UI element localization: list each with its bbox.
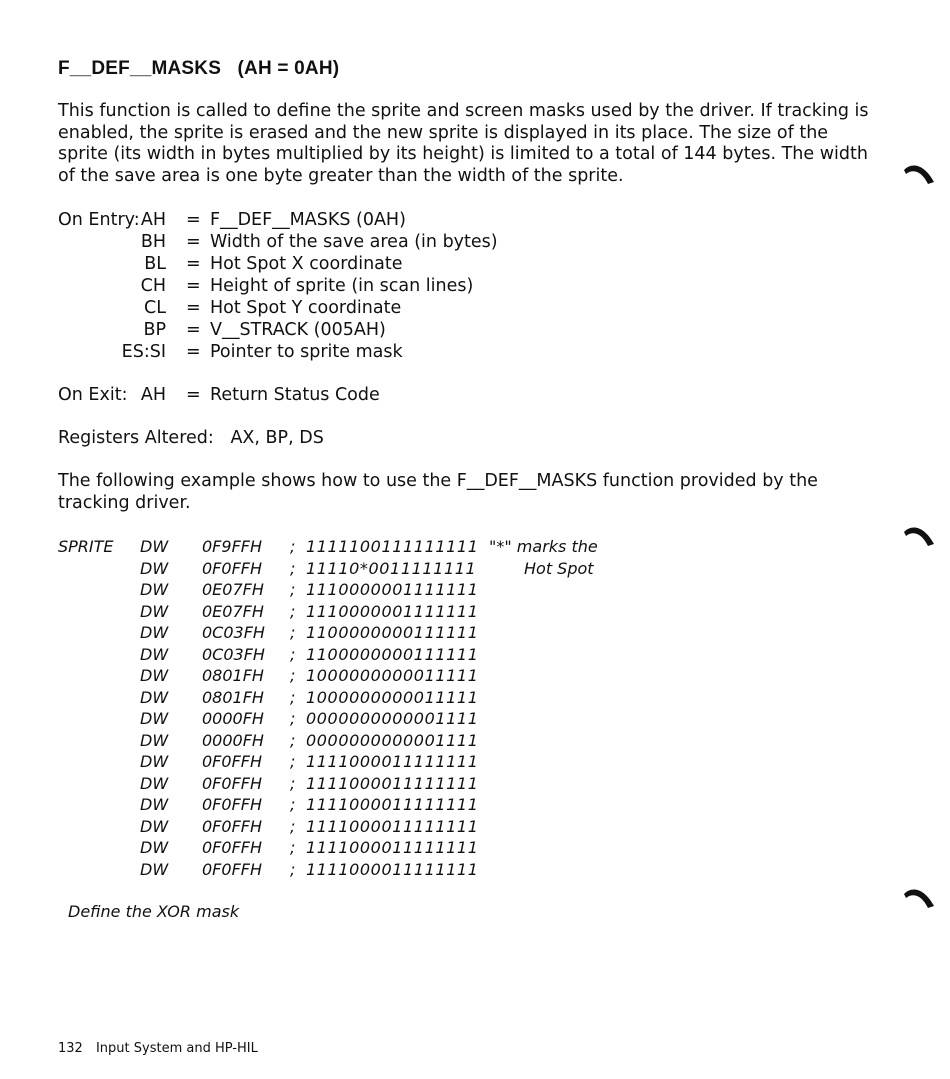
comment-semicolon: ;: [290, 838, 296, 857]
equals-sign: =: [186, 210, 201, 230]
hex-value: 0F0FFH: [202, 752, 262, 771]
hot-spot-note-line2: Hot Spot: [524, 559, 594, 578]
equals-sign: =: [186, 276, 201, 296]
comment-semicolon: ;: [290, 730, 296, 750]
intro-paragraph: This function is called to define the sprite and screen masks used by the driver. If tracking is enabled, the sprite is erased and the new sprite is displayed in its place. The size of the sprite (its width in bytes multiplied by its height) is limited to a total of 144 bytes. The width of the save area is one byte greater than the width of the sprite.: [58, 101, 869, 187]
page-number: 132: [58, 1041, 83, 1056]
equals-sign: =: [186, 298, 201, 318]
comment-semicolon: ;: [290, 687, 296, 707]
comment-semicolon: ;: [290, 644, 296, 664]
hex-value: 0F9FFH: [202, 537, 262, 556]
code-line: [58, 795, 478, 817]
comment-semicolon: ;: [290, 859, 296, 879]
register-description: Height of sprite (in scan lines): [210, 276, 474, 296]
binary-mask-bits: 1111000011111111: [306, 838, 479, 857]
equals-sign: =: [186, 232, 201, 252]
binary-mask-bits: 1110000001111111: [306, 601, 479, 621]
comment-semicolon: ;: [290, 816, 296, 836]
binary-mask-bits: 11110*0011111111: [306, 558, 477, 578]
binary-mask-bits: 1111000011111111: [306, 859, 479, 879]
hot-spot-note: "*" marks the: [489, 537, 598, 556]
code-directive: DW: [140, 601, 169, 621]
code-line: [58, 731, 478, 753]
hex-value: 0000FH: [202, 709, 264, 728]
binary-mask-bits: 1111000011111111: [306, 773, 479, 793]
hex-value: 0F0FFH: [202, 773, 262, 793]
code-line: [58, 666, 478, 688]
register-description: Return Status Code: [210, 385, 380, 405]
binary-mask-bits: 0000000000001111: [306, 730, 479, 750]
code-line: [58, 537, 478, 559]
register-name: BH: [140, 232, 166, 252]
register-name: BL: [144, 254, 166, 274]
code-line: [58, 752, 478, 774]
code-line: [58, 860, 478, 882]
code-directive: DW: [140, 537, 169, 556]
comment-semicolon: ;: [290, 623, 296, 642]
register-description: Pointer to sprite mask: [210, 342, 403, 362]
on-exit-label: On Exit:: [58, 385, 128, 405]
equals-sign: =: [186, 385, 201, 405]
example-intro-paragraph: The following example shows how to use the F__DEF__MASKS function provided by the tracking driver.: [58, 471, 818, 513]
comment-semicolon: ;: [290, 580, 296, 599]
hex-value: 0C03FH: [202, 623, 265, 642]
margin-tab-mark-icon: [902, 884, 936, 910]
register-name: AH: [140, 385, 166, 405]
hex-value: 0F0FFH: [202, 558, 262, 578]
code-line: [58, 623, 478, 645]
code-line: [58, 602, 478, 624]
equals-sign: =: [186, 254, 201, 274]
binary-mask-bits: 1000000000011111: [306, 687, 479, 707]
comment-semicolon: ;: [290, 666, 296, 685]
page-footer: [58, 1041, 258, 1056]
binary-mask-bits: 1111000011111111: [306, 816, 479, 836]
code-directive: DW: [140, 795, 169, 814]
on-entry-label: On Entry:: [58, 210, 140, 230]
code-directive: DW: [140, 773, 169, 793]
code-directive: DW: [140, 816, 169, 836]
binary-mask-bits: 1100000000111111: [306, 623, 479, 642]
code-directive: DW: [140, 709, 169, 728]
hex-value: 0801FH: [202, 666, 264, 685]
comment-semicolon: ;: [290, 558, 296, 578]
comment-semicolon: ;: [290, 601, 296, 621]
code-label: SPRITE: [58, 537, 114, 556]
comment-semicolon: ;: [290, 795, 296, 814]
section-heading: F__DEF__MASKS (AH = 0AH): [58, 58, 340, 79]
margin-tab-mark-icon: [902, 522, 936, 548]
hex-value: 0F0FFH: [202, 795, 262, 814]
code-directive: DW: [140, 644, 169, 664]
comment-semicolon: ;: [290, 537, 296, 556]
equals-sign: =: [186, 342, 201, 362]
register-description: Hot Spot X coordinate: [210, 254, 403, 274]
hex-value: 0F0FFH: [202, 859, 262, 879]
code-directive: DW: [140, 730, 169, 750]
code-directive: DW: [140, 859, 169, 879]
code-line: [58, 838, 478, 860]
comment-semicolon: ;: [290, 752, 296, 771]
hex-value: 0F0FFH: [202, 816, 262, 836]
code-line: [58, 709, 478, 731]
register-description: F__DEF__MASKS (0AH): [210, 210, 406, 230]
register-name: CH: [140, 276, 166, 296]
equals-sign: =: [186, 320, 201, 340]
code-line: [58, 774, 478, 796]
binary-mask-bits: 1100000000111111: [306, 644, 479, 664]
code-directive: DW: [140, 687, 169, 707]
code-line: [58, 645, 478, 667]
code-line: [58, 580, 478, 602]
register-name: ES:SI: [121, 342, 166, 362]
hex-value: 0E07FH: [202, 580, 264, 599]
registers-altered: Registers Altered: AX, BP, DS: [58, 428, 324, 448]
code-directive: DW: [140, 752, 169, 771]
code-directive: DW: [140, 666, 169, 685]
hex-value: 0000FH: [202, 730, 264, 750]
xor-mask-caption: Define the XOR mask: [68, 902, 240, 921]
binary-mask-bits: 0000000000001111: [306, 709, 479, 728]
binary-mask-bits: 1111100111111111: [306, 537, 479, 556]
binary-mask-bits: 1111000011111111: [306, 752, 479, 771]
code-directive: DW: [140, 838, 169, 857]
binary-mask-bits: 1111000011111111: [306, 795, 479, 814]
footer-section-title: Input System and HP-HIL: [95, 1041, 258, 1056]
code-directive: DW: [140, 623, 169, 642]
code-line: [58, 817, 478, 839]
hex-value: 0801FH: [202, 687, 264, 707]
code-line: [58, 688, 478, 710]
code-directive: DW: [140, 580, 169, 599]
register-description: Hot Spot Y coordinate: [210, 298, 402, 318]
comment-semicolon: ;: [290, 709, 296, 728]
binary-mask-bits: 1000000000011111: [306, 666, 479, 685]
code-line: [58, 559, 478, 581]
hex-value: 0E07FH: [202, 601, 264, 621]
margin-tab-mark-icon: [902, 160, 936, 186]
hex-value: 0F0FFH: [202, 838, 262, 857]
binary-mask-bits: 1110000001111111: [306, 580, 479, 599]
code-directive: DW: [140, 558, 169, 578]
comment-semicolon: ;: [290, 773, 296, 793]
register-name: CL: [144, 298, 166, 318]
hex-value: 0C03FH: [202, 644, 265, 664]
register-name: AH: [140, 210, 166, 230]
register-description: V__STRACK (005AH): [210, 320, 386, 340]
register-name: BP: [143, 320, 166, 340]
register-description: Width of the save area (in bytes): [210, 232, 498, 252]
